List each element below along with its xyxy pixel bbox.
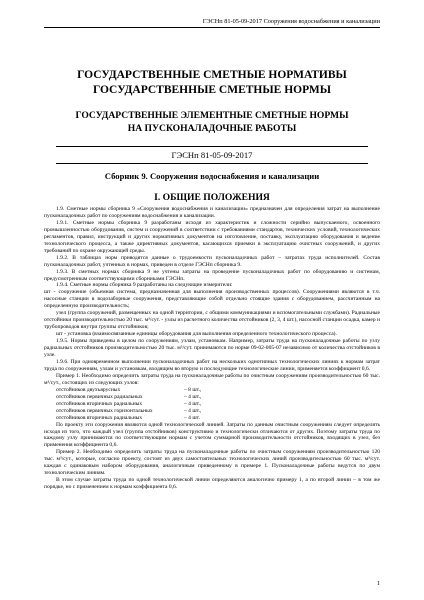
list-item (56, 401, 380, 408)
list-item-name: отстойников первичных горизонтальных (56, 407, 153, 414)
paragraph: Пример 2. Необходимо определить затраты труда на пусконаладочные работы по очистным сооружениям производительностью 120 тыс. м³/сут., которые, согласно проекту, состоят из двух самостоятельных технологических линий производительностью 60 тыс. м³/сут. каждая с одинаковым набором оборудования, аналогичным приведенному в примере 1. Пусконаладочные работы ведутся по двум технологическим линиям. (44, 449, 380, 477)
list-item (56, 394, 380, 401)
list-item (56, 415, 380, 422)
section-heading: I. ОБЩИЕ ПОЛОЖЕНИЯ (154, 192, 270, 203)
list-item-count: – 4 шт., (184, 400, 202, 407)
list-item-count: – 4 шт. (184, 414, 200, 421)
example-list (44, 387, 380, 422)
paragraph: 1.9. Сметные нормы сборника 9 «Сооружения водоснабжения и канализации» предназначен для определения затрат на выполнение пусконаладочных работ по сооружениям водоснабжения и канализации. (44, 206, 380, 219)
paragraph: Пример 1. Необходимо определить затраты труда на пусконаладочные работы по очистным сооружениям производительностью 60 тыс. м³/сут., состоящих из следующих узлов: (44, 372, 380, 386)
page-number: 1 (376, 580, 380, 587)
list-item-count: – 8 шт., (184, 386, 202, 393)
list-item-count: – 4 шт., (184, 407, 202, 414)
title-line-1: ГОСУДАРСТВЕННЫЕ СМЕТНЫЕ НОРМАТИВЫ (77, 69, 347, 81)
paragraph: 1.9.4. Сметные нормы сборника 9 разработаны на следующие измерители: (56, 282, 233, 289)
paragraph: 1.9.1. Сметные нормы сборника 9 разработаны исходя из характеристик и сложности серийно выпускаемого, освоенного промышленностью оборудования, систем и сооружений в соответствии с требованиями стандартов, технических условий, технологических регламентов, правил, инструкций и других нормативных документов на изготовление, поставку, эксплуатацию оборудования и ведение технологического процесса, а также директивных документов, касающихся приемки в эксплуатацию очистных сооружений, и других требований по охране окружающей среды. (44, 219, 380, 254)
paragraph: 1.9.2. В таблицах норм приводятся данные о трудоемкости пусконаладочных работ – затратах труда исполнителей. Состав пусконаладочных работ, учтенных в нормах, приведен в отделе ГЭСНп сборника 9. (44, 254, 380, 268)
header-rule (44, 27, 380, 28)
rule-below-code (56, 163, 368, 164)
title-line-3: ГОСУДАРСТВЕННЫЕ ЭЛЕМЕНТНЫЕ СМЕТНЫЕ НОРМЫ (75, 110, 349, 121)
paragraph: узел (группа сооружений, размещенных на одной территории, с общими коммуникациями и вспомогательными службами). Радиальные отстойники производительностью 20 тыс. м³/сут. - узлы из расчетного количества отстойников (2, 3, 4 шт.), насосной станции осадка, камер и трубопроводов внутри группы отстойников; (44, 310, 380, 331)
main-title (0, 68, 424, 98)
list-item-count: – 4 шт., (184, 393, 202, 400)
paragraph: 1.9.3. В сметных нормах сборника 9 не учтены затраты на проведение пусконаладочных работ по оборудованию и системам, предусмотренным соответствующими сборниками ГЭСНп. (44, 268, 380, 282)
paragraph: 1.9.5. Нормы приведены в целом по сооружениям, узлам, установкам. Например, затраты труда на пусконаладочные работы по узлу радиальных отстойников производительностью 20 тыс. м³/сут. принимаются по норме 09-02-005-07 независимо от количества отстойников в узле. (44, 338, 380, 359)
list-item-name: отстойников вторичных радиальных (56, 414, 143, 421)
sub-title (0, 110, 424, 135)
paragraph: В этом случае затраты труда по одной технологической линии определяются аналогично примеру 1, а по второй линии – в том же порядке, но с применением к нормам коэффициента 0,6. (44, 477, 380, 491)
rule-above-code (56, 146, 368, 147)
list-item (56, 408, 380, 415)
paragraph: шт - сооружение (объемная система, предназначенная для выполнения производственных процессов). Сооружениями являются в т.ч. насосные станции в водозаборные сооружения, представляющие собой отдельно стоящие здания с оборудованием, рассчитанным на определенную производительность; (44, 289, 380, 310)
paragraph: 1.9.6. При одновременном выполнении пусконаладочных работ на нескольких однотипных технологических линиях к нормам затрат труда по сооружениям, узлам и установкам, входящим во вторую и последующие технологические линии, применяется коэффициент 0,6. (44, 358, 380, 372)
collection-title: Сборник 9. Сооружения водоснабжения и канализации (104, 171, 320, 181)
running-header: ГЭСНп 81-05-09-2017 Сооружения водоснабжения и канализации (202, 18, 380, 25)
title-line-2: ГОСУДАРСТВЕННЫЕ СМЕТНЫЕ НОРМЫ (92, 84, 332, 96)
paragraph: шт - установка (взаимосвязанные единицы оборудования для выполнения определенного технологического процесса). (56, 331, 337, 338)
body-text (44, 206, 380, 491)
list-item (56, 387, 380, 394)
list-item-name: отстойников первичных радиальных (56, 393, 143, 400)
list-item-name: отстойников вторичных радиальных (56, 400, 143, 407)
list-item-name: отстойников двухъярусных (56, 386, 121, 393)
paragraph: По проекту эти сооружения являются одной технологической линией. Затраты по данным очистным сооружениям следует определять исходя из того, что каждый узел (группа отстойников) конструктивно и технологически отличаются от других. Поэтому затраты труда по каждому узлу принимаются по соответствующим нормам с учетом суммарной производительности отстойников, входящих в узел, без применения коэффициента 0,6. (44, 421, 380, 449)
norm-code: ГЭСНп 81-05-09-2017 (171, 150, 253, 160)
title-line-4: НА ПУСКОНАЛАДОЧНЫЕ РАБОТЫ (127, 122, 297, 134)
